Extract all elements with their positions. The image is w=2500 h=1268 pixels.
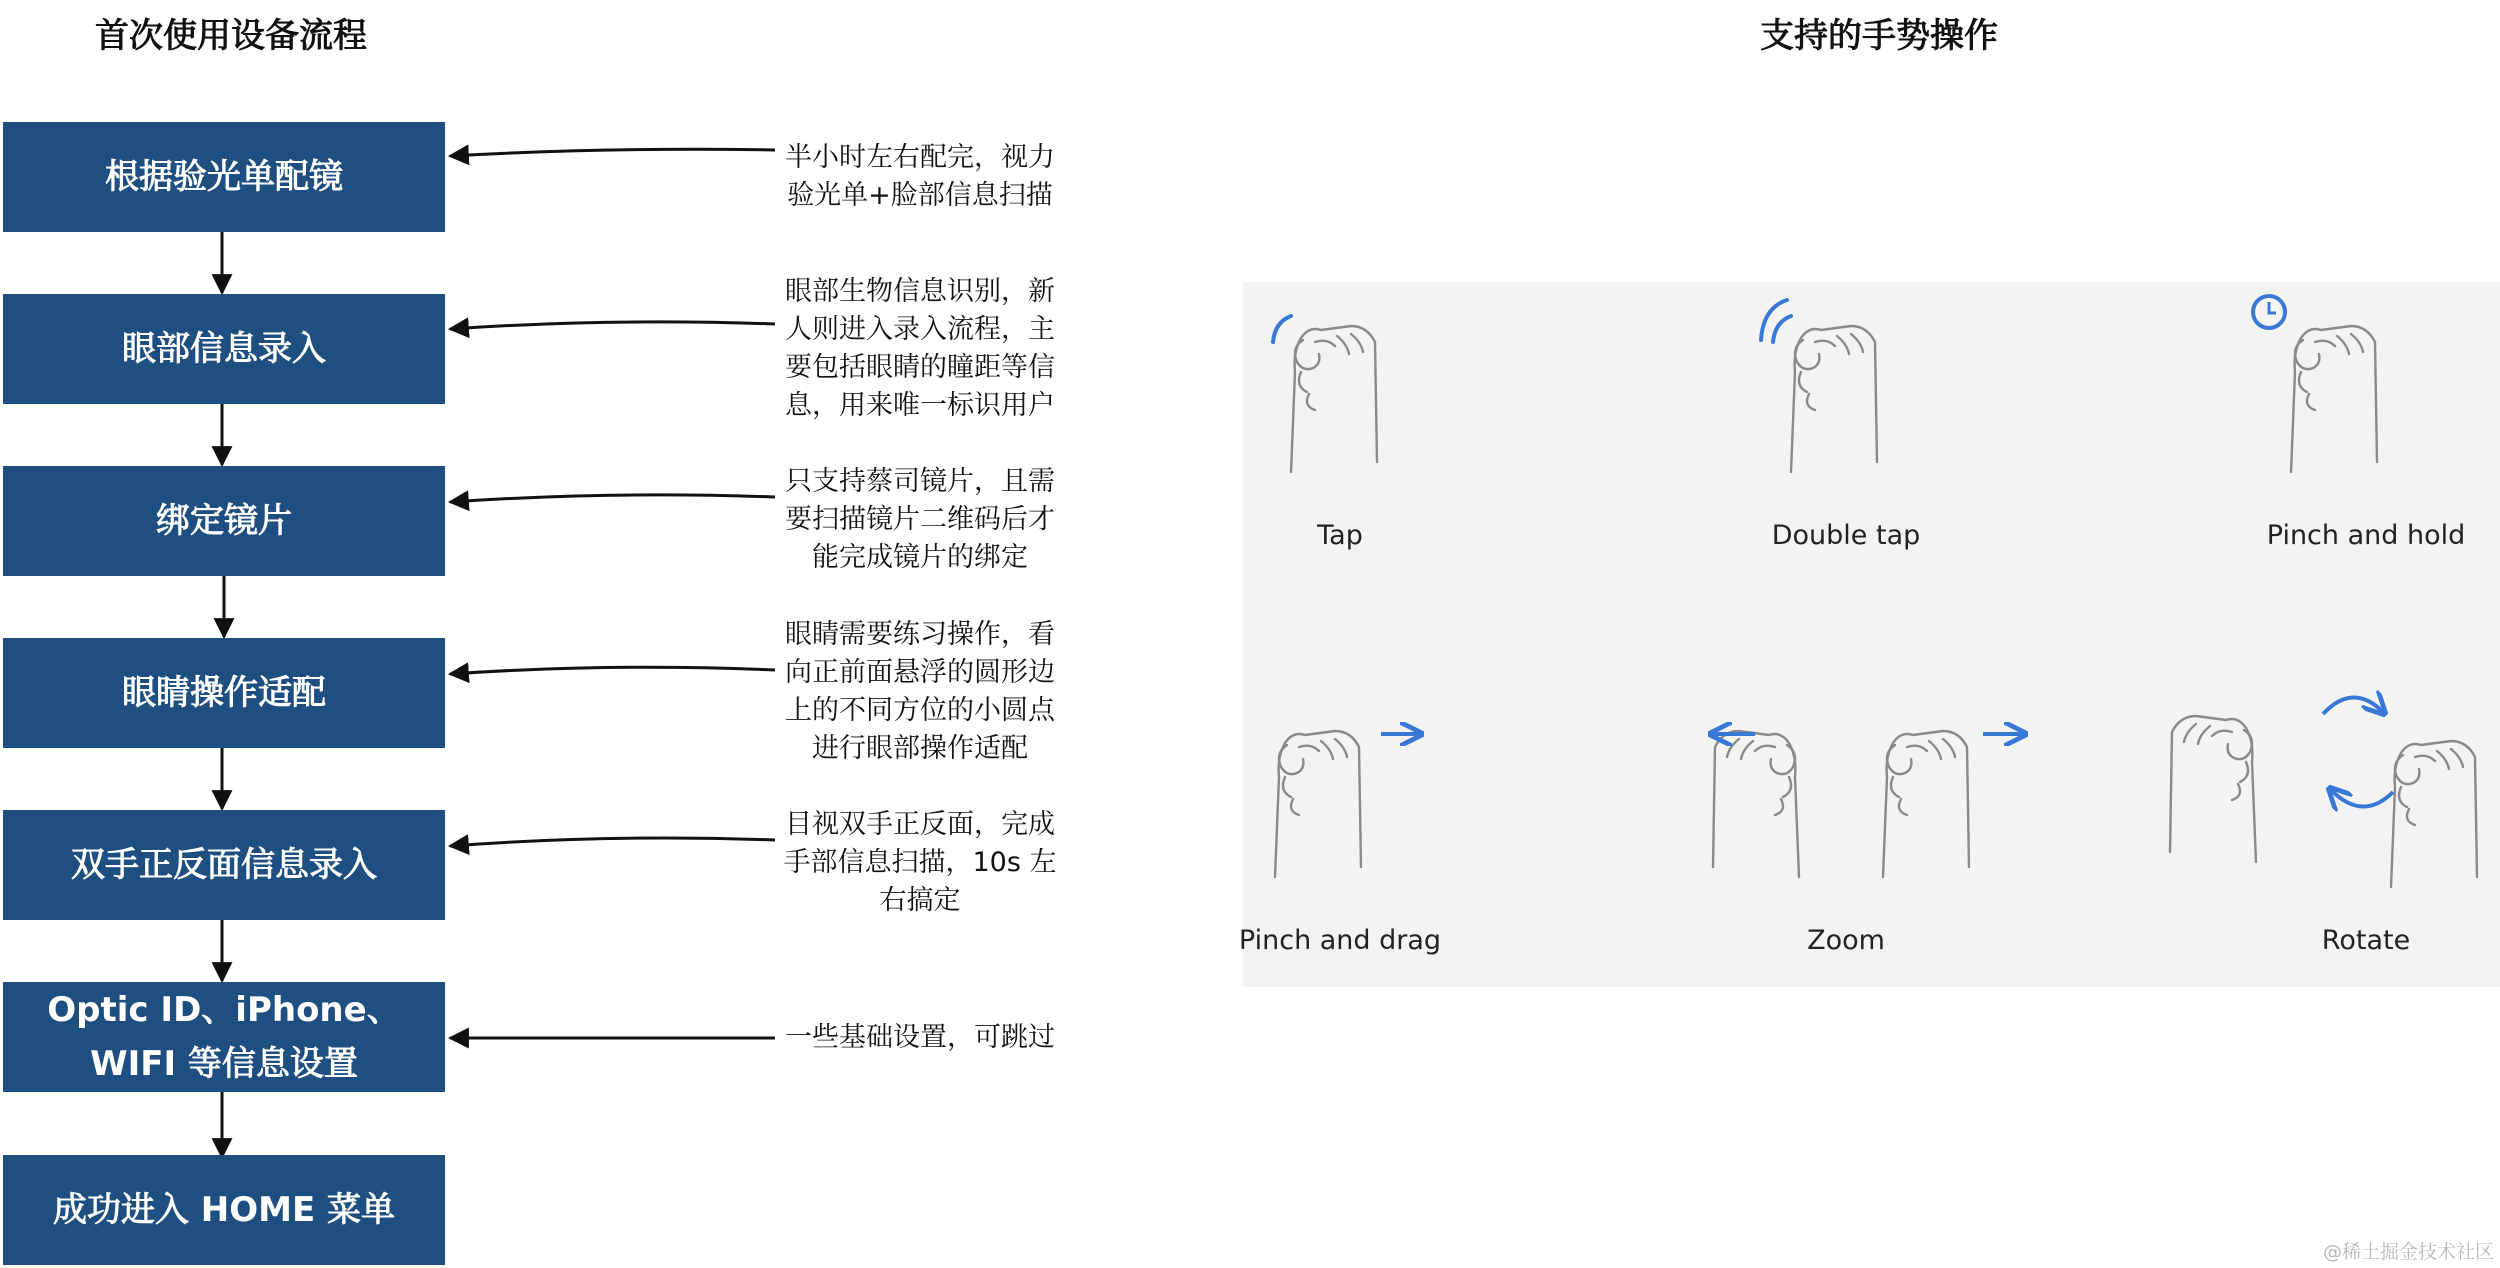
gesture-label-pinch-drag: Pinch and drag xyxy=(1238,925,1442,956)
step-label: 眼部信息录入 xyxy=(122,329,326,369)
gesture-illustrations xyxy=(1243,282,2500,987)
tap-wave-icon xyxy=(1273,316,1291,342)
step-box-7 xyxy=(3,1155,445,1265)
gesture-label-rotate: Rotate xyxy=(2321,925,2411,956)
note-arrow-2 xyxy=(450,322,775,329)
step-note-5: 目视双手正反面，完成手部信息扫描，10s 左右搞定 xyxy=(783,809,1057,916)
clock-icon xyxy=(2253,296,2285,328)
step-label: 成功进入 HOME 菜单 xyxy=(52,1190,396,1230)
step-box-1 xyxy=(3,122,445,232)
step-note-1: 半小时左右配完，视力验光单+脸部信息扫描 xyxy=(785,142,1055,211)
pinch-drag-hand-icon xyxy=(1275,731,1419,877)
note-arrow-4 xyxy=(450,667,775,674)
step-label: 双手正反面信息录入 xyxy=(71,845,377,885)
step-note-3: 只支持蔡司镜片，且需要扫描镜片二维码后才能完成镜片的绑定 xyxy=(785,466,1055,573)
step-box-4 xyxy=(3,638,445,748)
gestures-title: 支持的手势操作 xyxy=(1760,16,1998,56)
note-arrow-1 xyxy=(450,149,775,156)
double-tap-hand-icon xyxy=(1761,300,1877,472)
pinch-hold-hand-icon xyxy=(2253,296,2377,472)
step-box-6 xyxy=(3,982,445,1092)
setup-flowchart xyxy=(0,0,1110,1268)
step-box-5 xyxy=(3,810,445,920)
note-arrow-3 xyxy=(450,495,775,502)
flow-title: 首次使用设备流程 xyxy=(95,16,367,56)
step-label: Optic ID、iPhone、WIFI 等信息设置 xyxy=(47,990,401,1084)
step-box-2 xyxy=(3,294,445,404)
rotate-cw-arrow-icon xyxy=(2323,697,2383,714)
rotate-hands-icon xyxy=(2170,697,2477,887)
step-box-3 xyxy=(3,466,445,576)
watermark: @稀土掘金技术社区 xyxy=(2322,1241,2494,1263)
tap-hand-icon xyxy=(1273,316,1377,472)
gesture-label-pinch-hold: Pinch and hold xyxy=(2266,520,2466,551)
step-label: 根据验光单配镜 xyxy=(105,157,343,197)
zoom-hands-icon xyxy=(1713,731,2023,877)
gesture-panel xyxy=(1238,282,2500,987)
gesture-label-zoom: Zoom xyxy=(1807,925,1885,956)
gesture-label-tap: Tap xyxy=(1317,520,1363,551)
step-label: 眼睛操作适配 xyxy=(122,673,326,713)
rotate-ccw-arrow-icon xyxy=(2331,790,2393,807)
gesture-label-double-tap: Double tap xyxy=(1771,520,1921,551)
double-tap-wave-icon xyxy=(1773,316,1791,342)
step-note-6: 一些基础设置，可跳过 xyxy=(785,1022,1055,1053)
step-note-4: 眼睛需要练习操作，看向正前面悬浮的圆形边上的不同方位的小圆点进行眼部操作适配 xyxy=(785,619,1055,764)
note-arrow-5 xyxy=(450,838,775,846)
step-note-2: 眼部生物信息识别，新人则进入录入流程，主要包括眼睛的瞳距等信息，用来唯一标识用户 xyxy=(785,276,1055,421)
step-label: 绑定镜片 xyxy=(156,501,292,541)
